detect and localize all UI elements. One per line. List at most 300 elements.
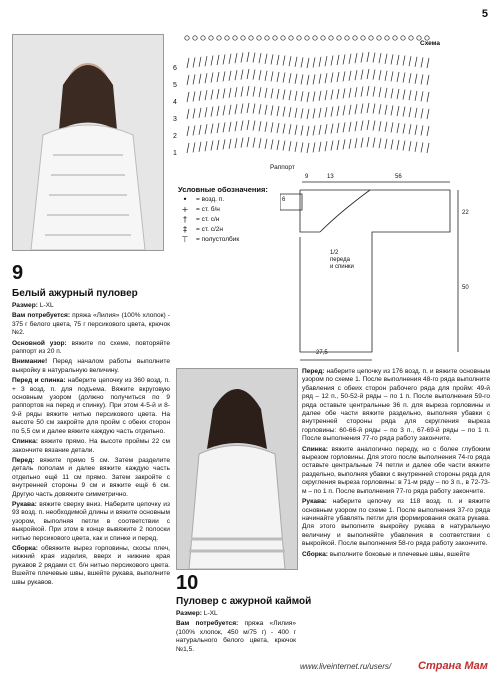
stitch-mark (367, 86, 369, 96)
scheme-label: Схема (420, 40, 441, 47)
stitch-mark (247, 120, 249, 130)
stitch-mark (313, 74, 315, 84)
stitch-mark (343, 54, 345, 64)
stitch-mark (289, 107, 291, 117)
stitch-mark (295, 91, 297, 101)
stitch-mark (343, 105, 345, 115)
chain-mark (233, 36, 237, 40)
stitch-mark (319, 142, 321, 152)
stitch-mark (325, 107, 327, 117)
chain-mark (393, 36, 397, 40)
legend-text: = ст. б/н (196, 205, 220, 213)
stitch-mark (241, 53, 243, 63)
stitch-mark (355, 53, 357, 63)
stitch-mark (247, 103, 249, 113)
stitch-mark (385, 139, 387, 149)
stitch-mark (367, 103, 369, 113)
paragraph: Вам потребуется: пряжа «Лилия» (100% хлопок) - 375 г белого цвета, 75 г персикового цвета, крючок №2. (12, 312, 170, 337)
stitch-mark (223, 139, 225, 149)
chain-mark (313, 36, 317, 40)
stitch-mark (319, 125, 321, 135)
stitch-mark (421, 57, 423, 67)
chain-mark (249, 36, 253, 40)
dim-label: 6 (282, 197, 286, 203)
stitch-mark (403, 90, 405, 100)
piece-label (330, 250, 354, 271)
stitch-mark (415, 108, 417, 118)
stitch-mark (199, 91, 201, 101)
stitch-mark (373, 87, 375, 97)
stitch-mark (295, 125, 297, 135)
dim-label: 9 (305, 174, 309, 180)
stitch-mark (319, 74, 321, 84)
stitch-mark (193, 74, 195, 84)
stitch-mark (223, 71, 225, 81)
stitch-mark (277, 140, 279, 150)
page-number: 5 (481, 8, 488, 20)
stitch-mark (301, 91, 303, 101)
chain-mark (321, 36, 325, 40)
stitch-mark (223, 122, 225, 132)
stitch-mark (367, 69, 369, 79)
stitch-mark (259, 104, 261, 114)
legend-title: Условные обозначения: (178, 185, 268, 194)
stitch-mark (367, 52, 369, 62)
stitch-mark (259, 70, 261, 80)
stitch-mark (379, 87, 381, 97)
legend-text: = ст. с/2н (196, 225, 223, 233)
stitch-mark (361, 87, 363, 97)
stitch-mark (337, 140, 339, 150)
stitch-mark (427, 109, 429, 119)
stitch-mark (307, 58, 309, 68)
legend (178, 185, 288, 244)
stitch-mark (193, 91, 195, 101)
legend-item (178, 194, 288, 204)
stitch-mark (229, 88, 231, 98)
item-9-description (12, 302, 170, 589)
stitch-mark (331, 141, 333, 151)
stitch-mark (277, 123, 279, 133)
stitch-mark (271, 88, 273, 98)
stitch-mark (343, 88, 345, 98)
stitch-mark (403, 56, 405, 66)
stitch-mark (199, 142, 201, 152)
photo-white-openwork-pullover (12, 34, 164, 251)
dim-label: 56 (395, 174, 402, 180)
repeat-label: Раппорт (270, 164, 295, 171)
stitch-mark (397, 72, 399, 82)
stitch-mark (385, 122, 387, 132)
stitch-mark (325, 73, 327, 83)
paragraph: Перед и спинка: наберите цепочку из 360 возд. п. + 3 возд. п. для подъема. Вяжите вкруговую основным узором (должно получиться по 9 раппортов на перед и спинку). При этом 4-5-й и 8-9-й ряды вяжите нитью персикового цвета. На высоте 50 см закройте для пройм с обеих сторон по 5,5 см и далее вяжите каждую часть отдельно. (12, 377, 170, 435)
stitch-mark (271, 71, 273, 81)
item-number-9: 9 (12, 262, 24, 284)
scheme-row-numbers (173, 60, 183, 162)
paragraph: Сборка: обвяжите вырез горловины, скосы плеч, нижний края изделия, вверх и нижние края рукавов 2 рядами ст. б/н нитью персикового цвета. Вшейте плечевые швы, вшейте рукава, выполните швы рукавов. (12, 544, 170, 586)
stitch-mark (301, 108, 303, 118)
stitch-mark (235, 70, 237, 80)
stitch-mark (283, 141, 285, 151)
stitch-mark (259, 53, 261, 63)
stitch-mark (391, 139, 393, 149)
chain-mark (353, 36, 357, 40)
stitch-mark (253, 104, 255, 114)
stitch-mark (265, 88, 267, 98)
stitch-mark (367, 137, 369, 147)
stitch-mark (325, 141, 327, 151)
stitch-mark (271, 54, 273, 64)
stitch-mark (217, 140, 219, 150)
piece-label-line: 1/2 (330, 250, 339, 256)
double-crochet-icon: † (183, 214, 187, 224)
stitch-mark (349, 139, 351, 149)
stitch-mark (217, 72, 219, 82)
stitch-mark (331, 56, 333, 66)
stitch-mark (391, 71, 393, 81)
paragraph: Спинка: вяжите прямо. На высоте проймы 22 см закончите вязание детали. (12, 438, 170, 454)
stitch-mark (337, 89, 339, 99)
stitch-mark (289, 90, 291, 100)
single-crochet-icon: + (181, 204, 189, 214)
stitch-mark (289, 124, 291, 134)
stitch-mark (295, 57, 297, 67)
stitch-mark (415, 91, 417, 101)
stitch-mark (391, 54, 393, 64)
stitch-mark (259, 87, 261, 97)
stitch-mark (373, 104, 375, 114)
stitch-mark (283, 124, 285, 134)
row-number: 1 (173, 150, 177, 157)
stitch-mark (193, 57, 195, 67)
item-number-10: 10 (176, 572, 199, 594)
piece-label-line: и спинки (330, 264, 354, 270)
stitch-mark (379, 138, 381, 148)
stitch-mark (379, 121, 381, 131)
stitch-mark (265, 71, 267, 81)
stitch-mark (421, 91, 423, 101)
stitch-mark (217, 123, 219, 133)
legend-text: = возд. п. (196, 195, 225, 203)
crochet-scheme-chart (172, 28, 452, 168)
stitch-mark (283, 90, 285, 100)
stitch-mark (199, 57, 201, 67)
legend-item (178, 234, 288, 244)
footer-site: www.liveinternet.ru/users/ (300, 662, 392, 671)
stitch-mark (403, 73, 405, 83)
dim-label: 22 (462, 210, 469, 216)
stitch-mark (355, 121, 357, 131)
stitch-mark (283, 56, 285, 66)
legend-text: = полустолбик (196, 235, 240, 243)
stitch-mark (313, 125, 315, 135)
stitch-mark (421, 142, 423, 152)
chain-stitch-icon: • (182, 194, 188, 204)
stitch-mark (229, 122, 231, 132)
stitch-mark (241, 121, 243, 131)
chain-mark (241, 36, 245, 40)
stitch-mark (253, 87, 255, 97)
stitch-mark (301, 74, 303, 84)
stitch-mark (253, 121, 255, 131)
stitch-mark (307, 143, 309, 153)
stitch-mark (337, 72, 339, 82)
stitch-mark (379, 104, 381, 114)
stitch-mark (187, 109, 189, 119)
stitch-mark (415, 74, 417, 84)
stitch-mark (223, 88, 225, 98)
piece-label-line: переда (330, 257, 350, 263)
stitch-mark (289, 141, 291, 151)
stitch-mark (205, 141, 207, 151)
stitch-mark (409, 56, 411, 66)
stitch-mark (241, 104, 243, 114)
stitch-mark (331, 90, 333, 100)
stitch-mark (385, 88, 387, 98)
paragraph: Размер: L-XL (12, 302, 54, 309)
stitch-mark (361, 53, 363, 63)
stitch-mark (211, 73, 213, 83)
stitch-mark (187, 92, 189, 102)
stitch-mark (205, 56, 207, 66)
stitch-mark (295, 142, 297, 152)
stitch-mark (313, 91, 315, 101)
stitch-mark (241, 70, 243, 80)
stitch-mark (361, 138, 363, 148)
stitch-mark (427, 126, 429, 136)
chain-mark (329, 36, 333, 40)
stitch-mark (199, 74, 201, 84)
stitch-mark (241, 87, 243, 97)
stitch-mark (373, 138, 375, 148)
stitch-mark (217, 55, 219, 65)
stitch-mark (211, 107, 213, 117)
stitch-mark (235, 104, 237, 114)
stitch-mark (277, 72, 279, 82)
stitch-mark (277, 106, 279, 116)
stitch-mark (409, 90, 411, 100)
stitch-mark (409, 124, 411, 134)
stitch-mark (403, 124, 405, 134)
stitch-mark (205, 90, 207, 100)
stitch-mark (319, 108, 321, 118)
paragraph: Размер: L-XL (176, 610, 218, 617)
stitch-mark (307, 75, 309, 85)
stitch-mark (259, 121, 261, 131)
item-title-10: Пуловер с ажурной каймой (176, 596, 312, 607)
row-number: 2 (173, 133, 177, 140)
stitch-mark (421, 74, 423, 84)
legend-item (178, 214, 288, 224)
stitch-mark (409, 107, 411, 117)
chain-mark (289, 36, 293, 40)
stitch-mark (325, 124, 327, 134)
stitch-mark (391, 122, 393, 132)
stitch-mark (187, 126, 189, 136)
stitch-mark (343, 139, 345, 149)
stitch-mark (271, 139, 273, 149)
stitch-mark (241, 138, 243, 148)
stitch-mark (307, 109, 309, 119)
stitch-mark (349, 105, 351, 115)
stitch-mark (271, 105, 273, 115)
stitch-mark (253, 138, 255, 148)
stitch-mark (301, 57, 303, 67)
stitch-mark (325, 56, 327, 66)
item-10-description-left (176, 610, 296, 656)
stitch-mark (211, 90, 213, 100)
legend-item (178, 224, 288, 234)
dim-label: 13 (327, 174, 334, 180)
stitch-mark (361, 104, 363, 114)
chain-mark (185, 36, 189, 40)
stitch-mark (211, 56, 213, 66)
stitch-mark (361, 70, 363, 80)
stitch-mark (253, 53, 255, 63)
chain-mark (273, 36, 277, 40)
stitch-mark (217, 89, 219, 99)
photo-pullover-with-lace-border (176, 368, 298, 570)
stitch-mark (319, 91, 321, 101)
stitch-mark (277, 89, 279, 99)
chain-mark (201, 36, 205, 40)
stitch-mark (355, 138, 357, 148)
stitch-mark (409, 73, 411, 83)
stitch-mark (235, 138, 237, 148)
dim-label: 27,5 (316, 350, 328, 356)
stitch-mark (331, 124, 333, 134)
stitch-mark (301, 125, 303, 135)
stitch-mark (187, 143, 189, 153)
stitch-mark (385, 71, 387, 81)
stitch-mark (295, 108, 297, 118)
stitch-mark (229, 105, 231, 115)
stitch-mark (229, 139, 231, 149)
treble-crochet-icon: ‡ (183, 224, 187, 234)
stitch-mark (373, 70, 375, 80)
stitch-mark (337, 123, 339, 133)
stitch-mark (331, 73, 333, 83)
chain-mark (265, 36, 269, 40)
stitch-mark (307, 92, 309, 102)
stitch-mark (415, 142, 417, 152)
stitch-mark (313, 108, 315, 118)
stitch-mark (427, 143, 429, 153)
stitch-mark (355, 87, 357, 97)
stitch-mark (193, 108, 195, 118)
stitch-mark (211, 141, 213, 151)
stitch-mark (313, 142, 315, 152)
stitch-mark (373, 53, 375, 63)
stitch-mark (397, 89, 399, 99)
stitch-mark (265, 105, 267, 115)
stitch-mark (235, 53, 237, 63)
legend-text: = ст. с/н (196, 215, 220, 223)
stitch-mark (187, 58, 189, 68)
legend-item (178, 204, 288, 214)
chain-mark (217, 36, 221, 40)
stitch-mark (415, 57, 417, 67)
chain-mark (193, 36, 197, 40)
chain-mark (337, 36, 341, 40)
pattern-schematic (280, 172, 480, 367)
stitch-mark (265, 139, 267, 149)
stitch-mark (349, 88, 351, 98)
paragraph: Перед: вяжите прямо 5 см. Затем разделите деталь пополам и далее вяжите каждую часть отдельно ещё 11 см прямо. Затем закройте с внутренней стороны 9 см и вяжите ещё 6 см. Другую часть довяжите симметрично. (12, 456, 170, 498)
stitch-mark (247, 137, 249, 147)
paragraph: Спинка: вяжите аналогично переду, но с более глубоким вырезом горловины. Для этого после выполнения 74-го ряда оставьте центральные 74 петли и далее обе части вяжите раздельно, выполняя убавки с внутренней стороны ряда для скругления выреза горловины: в 71-м ряду – по 3 п., в 72-73-м – по 1 п. После выполнения 77-го ряда работу закончите. (302, 445, 490, 495)
stitch-mark (235, 121, 237, 131)
stitch-mark (229, 54, 231, 64)
stitch-mark (193, 125, 195, 135)
stitch-mark (403, 141, 405, 151)
stitch-mark (397, 140, 399, 150)
stitch-mark (247, 52, 249, 62)
stitch-mark (427, 58, 429, 68)
stitch-mark (193, 142, 195, 152)
stitch-mark (391, 105, 393, 115)
stitch-mark (355, 104, 357, 114)
row-number: 5 (173, 82, 177, 89)
stitch-mark (379, 70, 381, 80)
stitch-mark (247, 86, 249, 96)
stitch-mark (301, 142, 303, 152)
paragraph: Перед: наберите цепочку из 176 возд. п. и вяжите основным узором по схеме 1. После выполнения 48-го ряда выполните убавления с обеих сторон рабочего ряда для пройм: 49-й ряд – 12 п., 50-52-й ряды – по 1 п. После выполнения 59-го ряда оставьте центральные 36 п. для выреза горловины и далее обе части вяжите раздельно, выполняя убавки с внутренней стороны ряда для скругления выреза горловины: 60-66-й ряды – по 3 п., 67-69-й ряды – по 1 п. После выполнения 77-го ряда работу закончите. (302, 368, 490, 443)
stitch-mark (205, 124, 207, 134)
stitch-mark (307, 126, 309, 136)
paragraph: Вам потребуется: пряжа «Лилия» (100% хлопок, 450 м/75 г) - 400 г натурального белого цвета, крючок №1,5. (176, 620, 297, 653)
stitch-mark (289, 56, 291, 66)
stitch-mark (349, 54, 351, 64)
stitch-mark (385, 105, 387, 115)
stitch-mark (187, 75, 189, 85)
row-number: 4 (173, 99, 177, 106)
paragraph: Сборка: выполните боковые и плечевые швы, вшейте (302, 550, 470, 558)
stitch-mark (283, 73, 285, 83)
stitch-mark (397, 123, 399, 133)
chain-mark (257, 36, 261, 40)
stitch-mark (427, 75, 429, 85)
stitch-mark (319, 57, 321, 67)
stitch-mark (391, 88, 393, 98)
stitch-mark (223, 54, 225, 64)
stitch-mark (223, 105, 225, 115)
stitch-mark (271, 122, 273, 132)
row-number: 3 (173, 116, 177, 123)
stitch-mark (421, 108, 423, 118)
paragraph: Основной узор: вяжите по схеме, повторяйте раппорт из 20 п. (12, 339, 170, 356)
item-10-description-right (302, 368, 490, 561)
half-stitch-icon: ⊤ (181, 234, 189, 244)
stitch-mark (385, 54, 387, 64)
stitch-mark (421, 125, 423, 135)
item-title-9: Белый ажурный пуловер (12, 288, 138, 299)
stitch-mark (409, 141, 411, 151)
stitch-mark (277, 55, 279, 65)
stitch-mark (373, 121, 375, 131)
stitch-mark (211, 124, 213, 134)
stitch-mark (397, 106, 399, 116)
chain-mark (385, 36, 389, 40)
stitch-mark (325, 90, 327, 100)
chain-mark (345, 36, 349, 40)
stitch-mark (217, 106, 219, 116)
chain-mark (305, 36, 309, 40)
chain-mark (225, 36, 229, 40)
stitch-mark (199, 108, 201, 118)
stitch-mark (415, 125, 417, 135)
chain-mark (401, 36, 405, 40)
